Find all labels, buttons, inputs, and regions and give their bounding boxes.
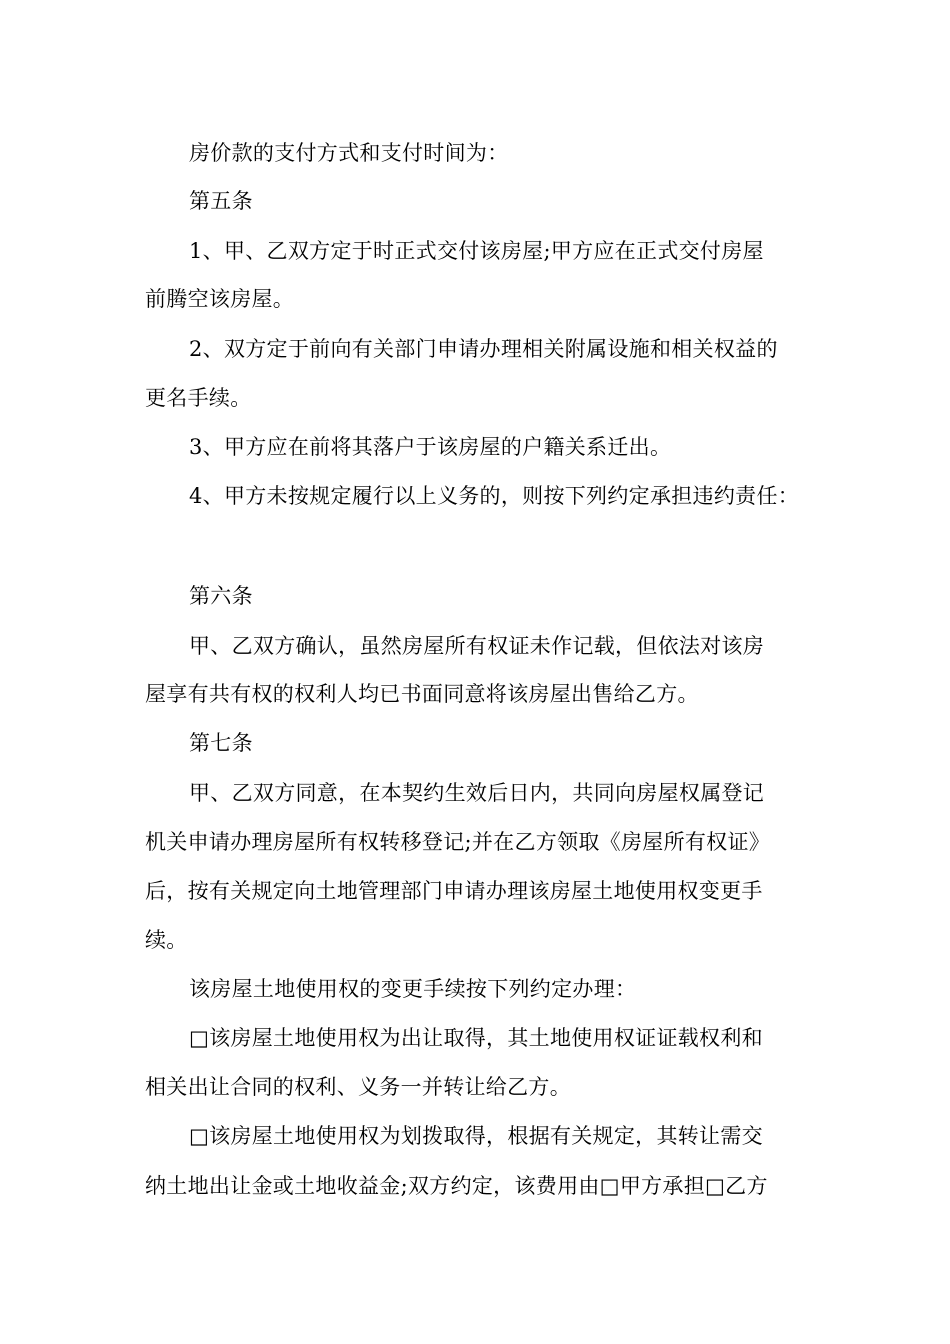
article-5-clause-4: 4、甲方未按规定履行以上义务的，则按下列约定承担违约责任：	[189, 484, 800, 508]
article-5-clause-2-line-2: 更名手续。	[145, 386, 252, 410]
article-5-clause-3: 3、甲方应在前将其落户于该房屋的户籍关系迁出。	[189, 435, 672, 459]
article-5-heading: 第五条	[189, 189, 253, 213]
article-7-line-1: 甲、乙双方同意，在本契约生效后日内，共同向房屋权属登记	[189, 781, 765, 805]
article-7-line-4: 续。	[145, 928, 188, 952]
payment-method-line: 房价款的支付方式和支付时间为：	[189, 141, 509, 165]
option-allocation-line-2: 纳土地出让金或土地收益金;双方约定，该费用由□甲方承担□乙方	[145, 1174, 768, 1198]
article-5-clause-1-line-1: 1、甲、乙双方定于时正式交付该房屋;甲方应在正式交付房屋	[189, 239, 764, 263]
option-transfer-line-2: 相关出让合同的权利、义务一并转让给乙方。	[145, 1075, 571, 1099]
article-5-clause-2-line-1: 2、双方定于前向有关部门申请办理相关附属设施和相关权益的	[189, 337, 778, 361]
article-7-line-3: 后，按有关规定向土地管理部门申请办理该房屋土地使用权变更手	[145, 879, 763, 903]
article-5-clause-1-line-2: 前腾空该房屋。	[145, 287, 295, 311]
option-allocation-line-1: □该房屋土地使用权为划拨取得，根据有关规定，其转让需交	[189, 1124, 763, 1148]
land-use-change-intro: 该房屋土地使用权的变更手续按下列约定办理：	[189, 977, 637, 1001]
article-6-heading: 第六条	[189, 584, 253, 608]
article-6-line-1: 甲、乙双方确认，虽然房屋所有权证未作记载，但依法对该房	[189, 634, 765, 658]
article-7-heading: 第七条	[189, 731, 253, 755]
option-transfer-line-1: □该房屋土地使用权为出让取得，其土地使用权证证载权利和	[189, 1026, 763, 1050]
article-7-line-2: 机关申请办理房屋所有权转移登记;并在乙方领取《房屋所有权证》	[145, 830, 771, 854]
article-6-line-2: 屋享有共有权的权利人均已书面同意将该房屋出售给乙方。	[145, 682, 699, 706]
